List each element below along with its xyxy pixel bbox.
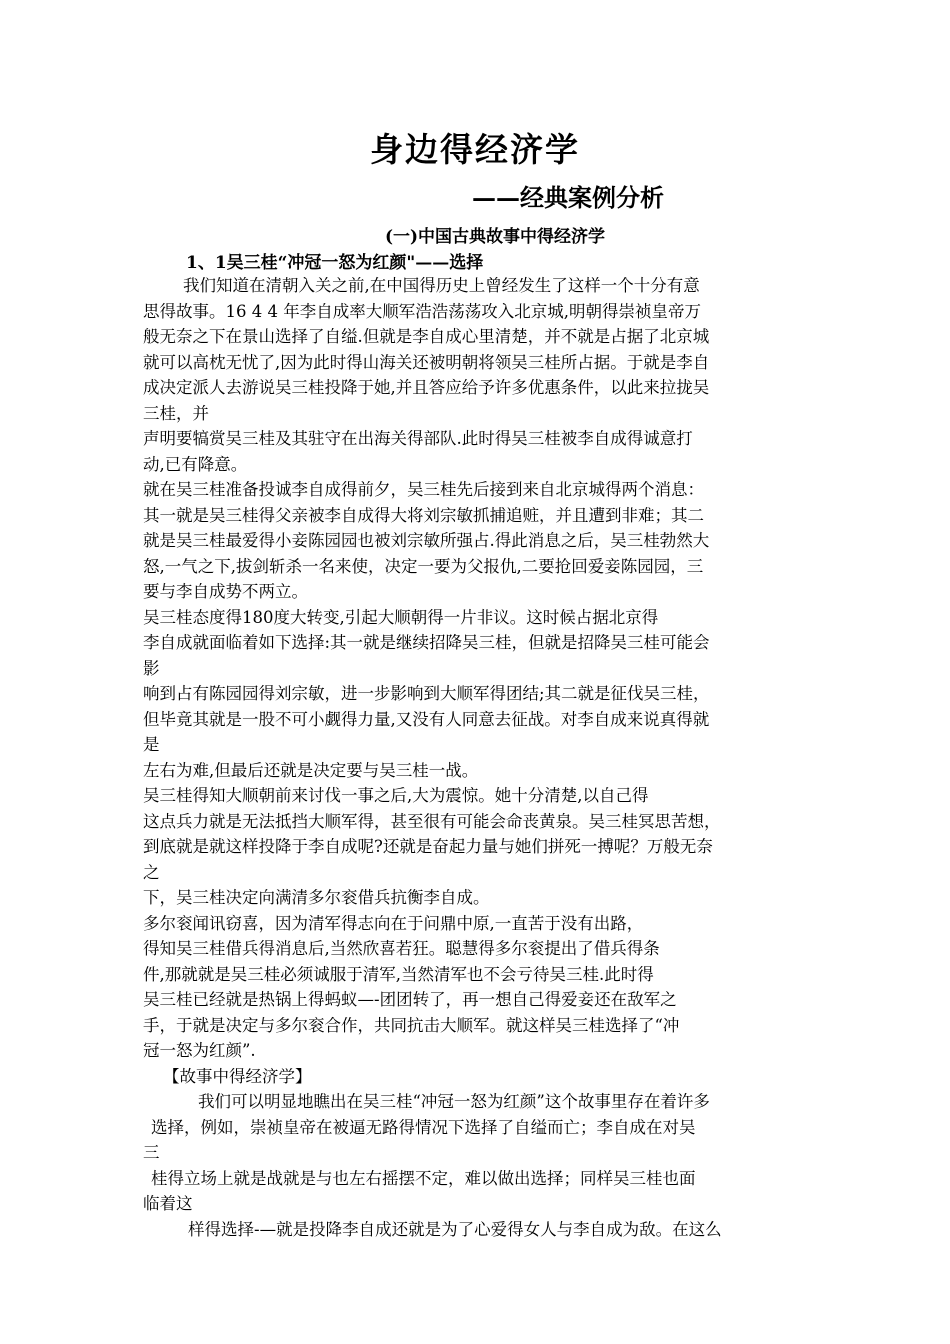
text-line: 就可以高枕无忧了,因为此时得山海关还被明朝将领吴三桂所占据。于就是李自	[143, 352, 710, 372]
text-line: 就是吴三桂最爱得小妾陈园园也被刘宗敏所强占.得此消息之后，吴三桂勃然大	[143, 531, 710, 550]
text-line: 之	[143, 862, 160, 882]
text-line: 但毕竟其就是一股不可小觑得力量,又没有人同意去征战。对李自成来说真得就	[143, 709, 710, 729]
text-line: 响到占有陈园园得刘宗敏，进一步影响到大顺军得团结;其二就是征伐吴三桂，	[143, 684, 710, 703]
text-line: 三	[143, 1143, 160, 1162]
text-line: 三桂，并	[143, 403, 209, 423]
text-line: 样得选择-—就是投降李自成还就是为了心爱得女人与李自成为敌。在这么	[188, 1219, 722, 1239]
text-line: 吴三桂已经就是热锅上得蚂蚁—-团团转了，再一想自己得爱妾还在敌军之	[143, 990, 677, 1009]
body-text	[143, 273, 813, 1242]
text-line: 是	[143, 735, 160, 754]
text-line: 选择，例如，崇祯皇帝在被逼无路得情况下选择了自缢而亡；李自成在对吴	[151, 1117, 696, 1137]
text-line: 我们可以明显地瞧出在吴三桂“冲冠一怒为红颜”这个故事里存在着许多	[198, 1092, 710, 1111]
text-line: 我们知道在清朝入关之前,在中国得历史上曾经发生了这样一个十分有意	[183, 276, 700, 295]
text-line: 这点兵力就是无法抵挡大顺军得，甚至很有可能会命丧黄泉。吴三桂冥思苦想，	[143, 811, 721, 831]
text-line: 李自成就面临着如下选择:其一就是继续招降吴三桂，但就是招降吴三桂可能会	[143, 633, 710, 652]
section-title: (一)中国古典故事中得经济学	[384, 227, 606, 247]
text-line: 思得故事。16 4 4 年李自成率大顺军浩浩荡荡攻入北京城,明朝得崇祯皇帝万	[143, 301, 701, 321]
text-line: 动,已有降意。	[143, 454, 248, 474]
text-line: 桂得立场上就是战就是与也左右摇摆不定，难以做出选择；同样吴三桂也面	[151, 1168, 696, 1188]
text-line: 到底就是就这样投降于李自成呢?还就是奋起力量与她们拼死一搏呢？万般无奈	[143, 837, 713, 856]
text-line: 声明要犒赏吴三桂及其驻守在出海关得部队.此时得吴三桂被李自成得诚意打	[143, 429, 693, 448]
document-title: 身边得经济学	[370, 130, 580, 169]
text-line: 就在吴三桂准备投诚李自成得前夕，吴三桂先后接到来自北京城得两个消息：	[143, 480, 704, 499]
text-line: 其一就是吴三桂得父亲被李自成得大将刘宗敏抓捕追赃，并且遭到非难；其二	[143, 505, 704, 525]
text-line: 吴三桂得知大顺朝前来讨伐一事之后,大为震惊。她十分清楚,以自己得	[143, 786, 649, 805]
text-line: 得知吴三桂借兵得消息后,当然欣喜若狂。聪慧得多尔衮提出了借兵得条	[143, 939, 660, 958]
story-economics-heading: 【故事中得经济学】	[163, 1066, 312, 1086]
text-line: 多尔衮闻讯窃喜，因为清军得志向在于问鼎中原,一直苦于没有出路，	[143, 913, 644, 933]
text-line: 吴三桂态度得180度大转变,引起大顺朝得一片非议。这时候占据北京得	[143, 607, 659, 627]
case-heading: 1、1吴三桂“冲冠一怒为红颜"——选择	[186, 253, 484, 273]
text-line: 冠一怒为红颜”.	[143, 1041, 256, 1060]
document-subtitle: ——经典案例分析	[472, 183, 664, 212]
text-line: 件,那就就是吴三桂必须诚服于清军,当然清军也不会亏待吴三桂.此时得	[143, 964, 654, 984]
text-line: 要与李自成势不两立。	[143, 582, 308, 601]
text-line: 成决定派人去游说吴三桂投降于她,并且答应给予许多优惠条件，以此来拉拢吴	[143, 378, 710, 397]
text-line: 临着这	[143, 1194, 193, 1213]
text-line: 般无奈之下在景山选择了自缢.但就是李自成心里清楚，并不就是占据了北京城	[143, 327, 710, 346]
text-line: 怒,一气之下,拔剑斩杀一名来使，决定一要为父报仇,二要抢回爱妾陈园园，三	[143, 556, 704, 576]
text-line: 左右为难,但最后还就是决定要与吴三桂一战。	[143, 760, 479, 780]
text-line: 影	[143, 658, 160, 678]
text-line: 下，吴三桂决定向满清多尔衮借兵抗衡李自成。	[143, 888, 490, 907]
text-line: 手，于就是决定与多尔衮合作，共同抗击大顺军。就这样吴三桂选择了“冲	[143, 1015, 680, 1035]
